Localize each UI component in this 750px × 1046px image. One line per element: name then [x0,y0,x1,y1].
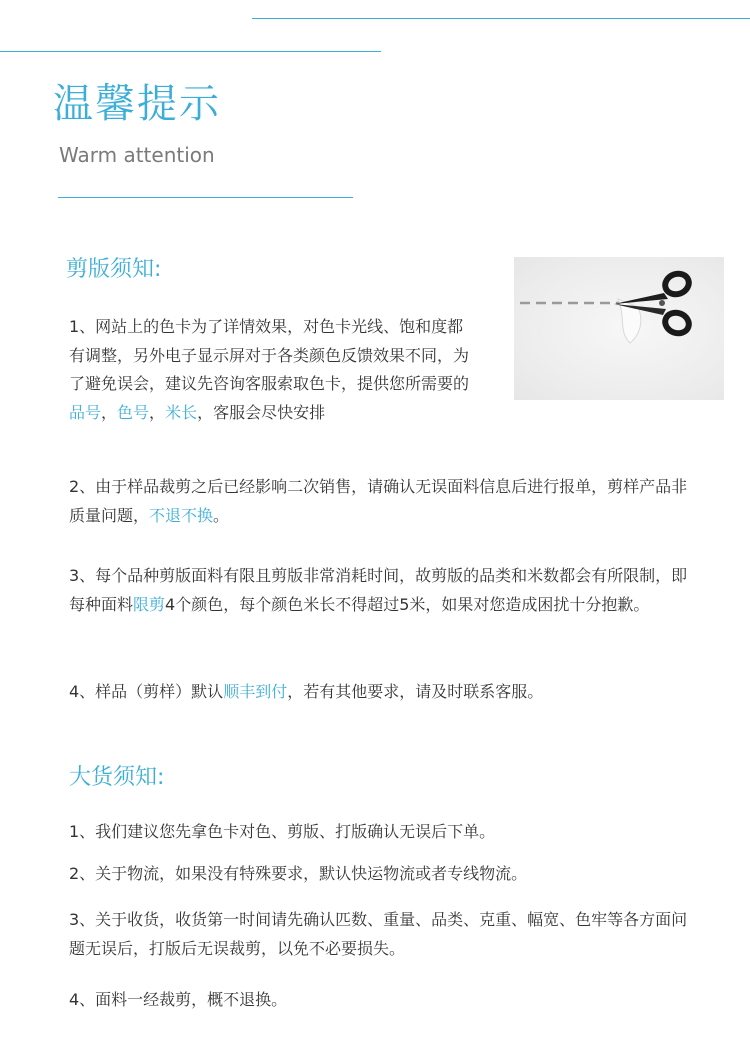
bulk-notice-item-1: 1、我们建议您先拿色卡对色、剪版、打版确认无误后下单。 [69,822,496,841]
highlight-shipping: 顺丰到付 [223,682,288,701]
highlight-cut-limit: 限剪 [133,594,166,614]
sample-item-2-text: 2、由于样品裁剪之后已经影响二次销售，请确认无误面料信息后进行报单，剪样产品非质量问题， [69,477,688,525]
sample-notice-item-2 [69,473,694,530]
scissors-image [514,257,724,400]
separator: ， [101,402,118,422]
top-left-divider [0,51,381,52]
title-underline [58,197,353,198]
highlight-color-number: 色号 [117,402,150,422]
sample-notice-heading: 剪版须知: [66,257,162,282]
sample-item-4-text: 4、样品（剪样）默认 [69,682,224,701]
sample-item-1-text: 1、网站上的色卡为了详情效果，对色卡光线、饱和度都有调整，另外电子显示屏对于各类颜色反馈效果不同，为了避免误会，建议先咨询客服索取色卡，提供您所需要的 [69,317,470,393]
separator: ， [149,402,166,422]
bulk-notice-heading: 大货须知: [69,765,165,790]
sample-item-1-text-end: ，客服会尽快安排 [197,402,326,422]
sample-notice-item-4 [69,678,699,707]
page-title: 温馨提示 [53,81,221,127]
sample-notice-item-1 [69,313,474,427]
highlight-item-number: 品号 [69,402,102,422]
sample-notice-item-3 [69,562,699,619]
highlight-meter-length: 米长 [165,402,198,422]
scissors-icon [514,257,724,400]
bulk-notice-item-2: 2、关于物流，如果没有特殊要求，默认快运物流或者专线物流。 [69,864,528,883]
sample-item-3-text-end: 4个颜色，每个颜色米长不得超过5米，如果对您造成困扰十分抱歉。 [165,594,650,614]
top-right-divider [252,18,750,19]
highlight-no-return: 不退不换 [149,505,214,525]
page-subtitle: Warm attention [59,143,215,167]
sample-item-3-text: 3、每个品种剪版面料有限且剪版非常消耗时间，故剪版的品类和米数都会有所限制，即每种面料 [69,566,688,614]
sample-item-2-text-end: 。 [213,505,230,525]
bulk-notice-item-4: 4、面料一经裁剪，概不退换。 [69,990,288,1009]
bulk-notice-item-3: 3、关于收货，收货第一时间请先确认匹数、重量、品类、克重、幅宽、色牢等各方面问题无误后，打版后无误裁剪，以免不必要损失。 [69,910,688,958]
sample-item-4-text-end: ，若有其他要求，请及时联系客服。 [287,682,544,701]
